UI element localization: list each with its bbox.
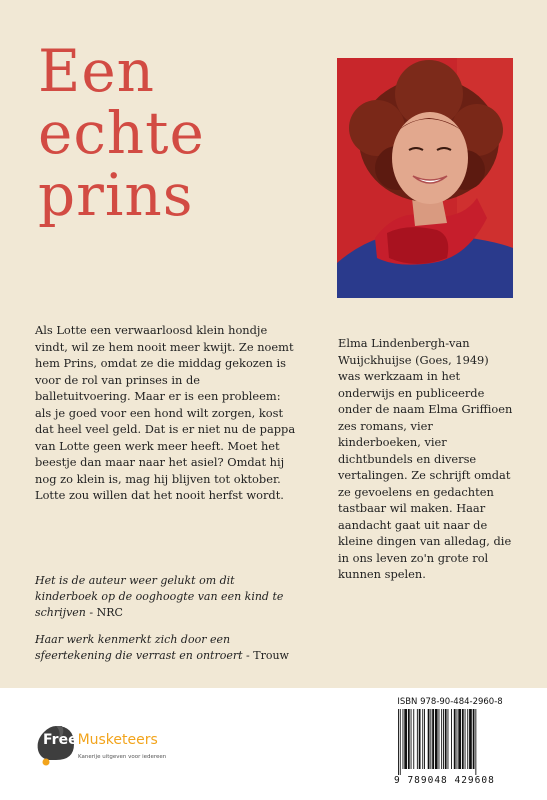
book-title — [38, 37, 298, 229]
ean-digits: 9 789048 429608 — [394, 775, 495, 786]
barcode-bar — [430, 709, 431, 769]
barcode-bar — [467, 709, 468, 769]
barcode-bar — [439, 709, 440, 769]
barcode-bar — [404, 709, 407, 769]
barcode-bar — [454, 709, 456, 769]
barcode-bar — [448, 709, 449, 769]
barcode-bar — [473, 709, 475, 769]
publisher-logo — [36, 722, 176, 772]
barcode — [394, 697, 506, 789]
barcode-bar — [458, 709, 461, 769]
barcode-bar — [457, 709, 458, 769]
quote-source: - NRC — [85, 606, 123, 619]
quote-source: - Trouw — [242, 649, 289, 662]
barcode-bar — [400, 709, 401, 775]
author-bio: Elma Lindenbergh-van Wuijckhuijse (Goes, 1949) was werkzaam in het onderwijs en publiceerde onder de naam Elma Griffioen zes romans, vier kinderboeken, vier dichtbundels en diverse vertalingen. Ze schrijft omdat ze gevoelens en gedachten tastbaar wil maken. Haar aandacht gaat uit naar de kleine dingen van alledag, die in ons leven zo'n grote rol kunnen spelen. — [338, 336, 513, 581]
barcode-bar — [413, 709, 414, 769]
barcode-bar — [432, 709, 434, 769]
back-cover-blurb: Als Lotte een verwaarloosd klein hondje vindt, wil ze hem nooit meer kwijt. Ze noemt hem Prins, omdat ze die middag gekozen is voor de rol van prinses in de balletuitvoering. Maar er is een probleem: als je goed voor een hond wilt zorgen, kost dat heel veel geld. Dat is er niet nu de pappa van Lotte geen werk meer heeft. Moet het beestje dan maar naar het asiel? Omdat hij nog zo klein is, mag hij blijven tot oktober. Lotte zou willen dat het nooit herfst wordt. — [35, 323, 296, 502]
quote-text: Haar werk kenmerkt zich door een sfeertekening die verrast en ontroert — [35, 633, 243, 662]
barcode-bar — [462, 709, 464, 769]
barcode-bar — [435, 709, 438, 769]
barcode-bar — [411, 709, 412, 769]
quote-text: Het is de auteur weer gelukt om dit kinderboek op de ooghoogte van een kind te schrijven — [35, 574, 284, 619]
barcode-bar — [408, 709, 410, 769]
barcode-bar — [445, 709, 447, 769]
barcode-bar — [428, 709, 430, 769]
barcode-bar — [403, 709, 404, 769]
title-line: prins — [38, 161, 194, 229]
publisher-name — [43, 732, 158, 748]
publisher-name-part1: Free — [43, 732, 78, 748]
title-line: Een — [38, 37, 156, 105]
barcode-bar — [422, 709, 423, 769]
barcode-bar — [424, 709, 425, 769]
barcode-bar — [398, 709, 399, 775]
publisher-name-part2: Musketeers — [77, 732, 158, 748]
publisher-tagline: Kanerije uitgeven voor iedereen — [78, 754, 167, 760]
barcode-bar — [417, 709, 418, 769]
barcode-bar — [475, 709, 476, 775]
isbn-label: ISBN 978-90-484-2960-8 — [397, 697, 503, 707]
title-line: echte — [38, 99, 205, 167]
barcode-bar — [465, 709, 466, 769]
barcode-bar — [441, 709, 442, 769]
barcode-bar — [469, 709, 472, 769]
barcode-bar — [443, 709, 444, 769]
barcode-bars — [398, 709, 506, 775]
barcode-bar — [451, 709, 452, 769]
author-photo — [337, 58, 513, 298]
review-quote — [35, 632, 297, 664]
barcode-bar — [419, 709, 421, 769]
review-quote — [35, 573, 297, 621]
